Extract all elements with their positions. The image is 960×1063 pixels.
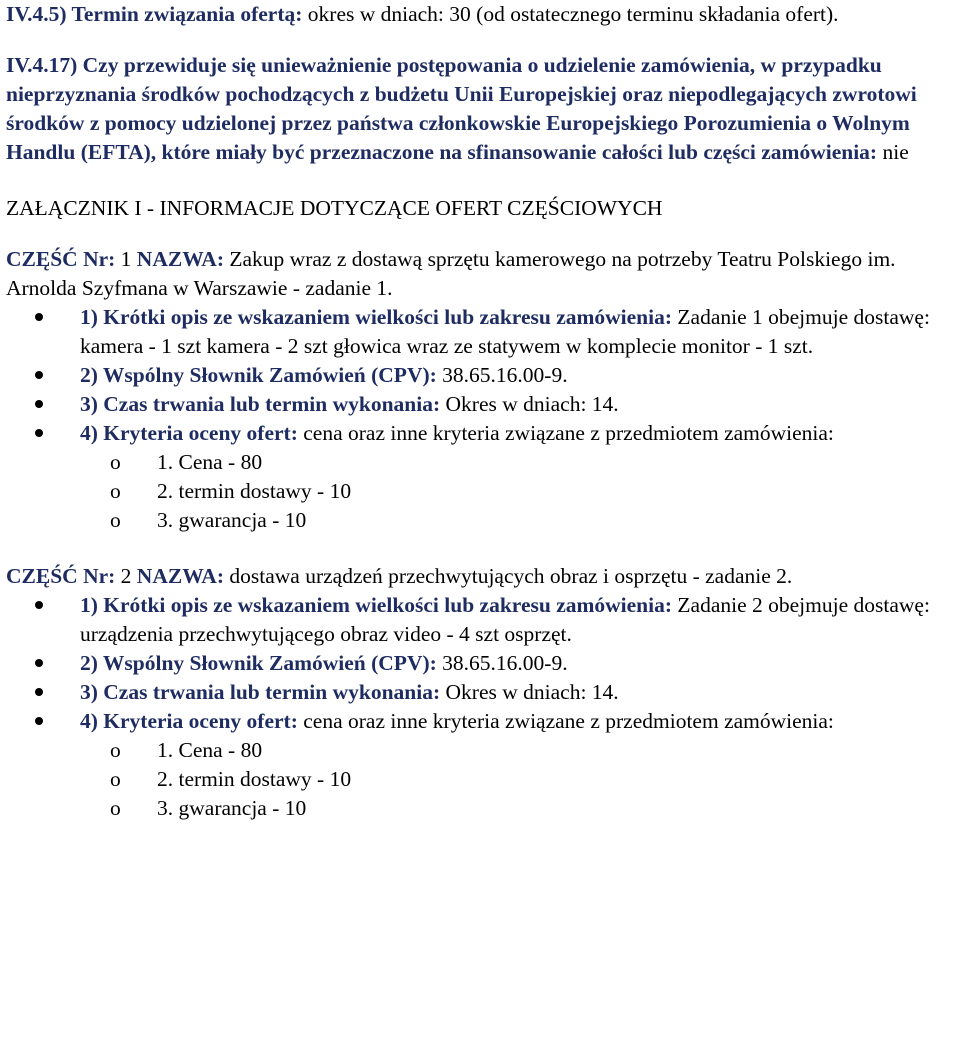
criteria-item-text: 2. termin dostawy - 10: [157, 767, 352, 791]
document-page: [6, 0, 954, 823]
part-1-duration-label: 3) Czas trwania lub termin wykonania:: [80, 392, 441, 416]
part-2-duration-label: 3) Czas trwania lub termin wykonania:: [80, 680, 441, 704]
bullet-icon: [35, 400, 43, 408]
part-1-name: Zakup wraz z dostawą sprzętu kamerowego na potrzeby Teatru Polskiego im. Arnolda Szyfmana w Warszawie - zadanie 1.: [6, 247, 896, 300]
part-2-cpv: [6, 649, 954, 678]
part-2-cpv-value: 38.65.16.00-9.: [442, 651, 568, 675]
part-2-cpv-label: 2) Wspólny Słownik Zamówień (CPV):: [80, 651, 437, 675]
part-2-description: [6, 591, 954, 649]
part-1-description: [6, 303, 954, 361]
bullet-icon: [35, 313, 43, 321]
list-item: [6, 794, 954, 823]
bullet-icon: [35, 717, 43, 725]
circle-bullet-icon: o: [110, 450, 121, 474]
part-2-description-value: Zadanie 2 obejmuje dostawę: urządzenia przechwytującego obraz video - 4 szt osprzęt.: [80, 593, 930, 646]
circle-bullet-icon: o: [110, 508, 121, 532]
part-1-duration-value: Okres w dniach: 14.: [445, 392, 619, 416]
part-2-header: [6, 562, 954, 591]
list-item: [6, 765, 954, 794]
annex-heading: ZAŁĄCZNIK I - INFORMACJE DOTYCZĄCE OFERT CZĘŚCIOWYCH: [6, 196, 663, 220]
list-item: [6, 448, 954, 477]
list-item: [6, 736, 954, 765]
criteria-item-text: 3. gwarancja - 10: [157, 508, 307, 532]
criteria-item-text: 1. Cena - 80: [157, 738, 263, 762]
part-2-number: 2: [120, 564, 132, 588]
circle-bullet-icon: o: [110, 767, 121, 791]
bullet-icon: [35, 688, 43, 696]
bullet-icon: [35, 659, 43, 667]
part-1-cpv-value: 38.65.16.00-9.: [442, 363, 568, 387]
section-iv45-value: okres w dniach: 30 (od ostatecznego terminu składania ofert).: [307, 2, 839, 26]
part-1-cpv: [6, 361, 954, 390]
part-2-name-label: NAZWA:: [136, 564, 224, 588]
part-2-criteria-list: [6, 736, 954, 823]
list-item: [6, 506, 954, 535]
section-iv417-label: IV.4.17) Czy przewiduje się unieważnienie postępowania o udzielenie zamówienia, w przypadku nieprzyznania środków pochodzących z budżetu Unii Europejskiej oraz niepodlegających zwrotowi środków z pomocy udzielonej przez państwa członkowskie Europejskiego Porozumienia o Wolnym Handlu (EFTA), które miały być przeznaczone na sfinansowanie całości lub części zamówienia:: [6, 53, 917, 164]
part-1-number: 1: [120, 247, 132, 271]
section-iv417-value: nie: [882, 140, 909, 164]
list-item: [6, 477, 954, 506]
section-iv417: [6, 51, 954, 167]
part-2-criteria-label: 4) Kryteria oceny ofert:: [80, 709, 298, 733]
bullet-icon: [35, 429, 43, 437]
part-1-description-label: 1) Krótki opis ze wskazaniem wielkości lub zakresu zamówienia:: [80, 305, 673, 329]
part-1-criteria-value: cena oraz inne kryteria związane z przedmiotem zamówienia:: [303, 421, 834, 445]
circle-bullet-icon: o: [110, 796, 121, 820]
part-1-cpv-label: 2) Wspólny Słownik Zamówień (CPV):: [80, 363, 437, 387]
part-1-duration: [6, 390, 954, 419]
criteria-item-text: 1. Cena - 80: [157, 450, 263, 474]
part-1-criteria-label: 4) Kryteria oceny ofert:: [80, 421, 298, 445]
bullet-icon: [35, 601, 43, 609]
part-2-duration: [6, 678, 954, 707]
part-1-number-label: CZĘŚĆ Nr:: [6, 247, 116, 271]
criteria-item-text: 3. gwarancja - 10: [157, 796, 307, 820]
criteria-item-text: 2. termin dostawy - 10: [157, 479, 352, 503]
part-2-number-label: CZĘŚĆ Nr:: [6, 564, 116, 588]
part-2-duration-value: Okres w dniach: 14.: [445, 680, 619, 704]
part-1-criteria-list: [6, 448, 954, 535]
part-2-criteria: [6, 707, 954, 736]
part-1-criteria: [6, 419, 954, 448]
section-iv45: [6, 0, 954, 29]
part-1-header: [6, 245, 954, 303]
part-1-description-value: Zadanie 1 obejmuje dostawę: kamera - 1 szt kamera - 2 szt głowica wraz ze statywem w komplecie monitor - 1 szt.: [80, 305, 930, 358]
circle-bullet-icon: o: [110, 738, 121, 762]
part-1-name-label: NAZWA:: [136, 247, 224, 271]
part-2-criteria-value: cena oraz inne kryteria związane z przedmiotem zamówienia:: [303, 709, 834, 733]
circle-bullet-icon: o: [110, 479, 121, 503]
section-iv45-label: IV.4.5) Termin związania ofertą:: [6, 2, 303, 26]
part-2-name: dostawa urządzeń przechwytujących obraz i osprzętu - zadanie 2.: [229, 564, 793, 588]
part-1-details: [6, 303, 954, 448]
part-2-description-label: 1) Krótki opis ze wskazaniem wielkości lub zakresu zamówienia:: [80, 593, 673, 617]
bullet-icon: [35, 371, 43, 379]
part-2-details: [6, 591, 954, 736]
